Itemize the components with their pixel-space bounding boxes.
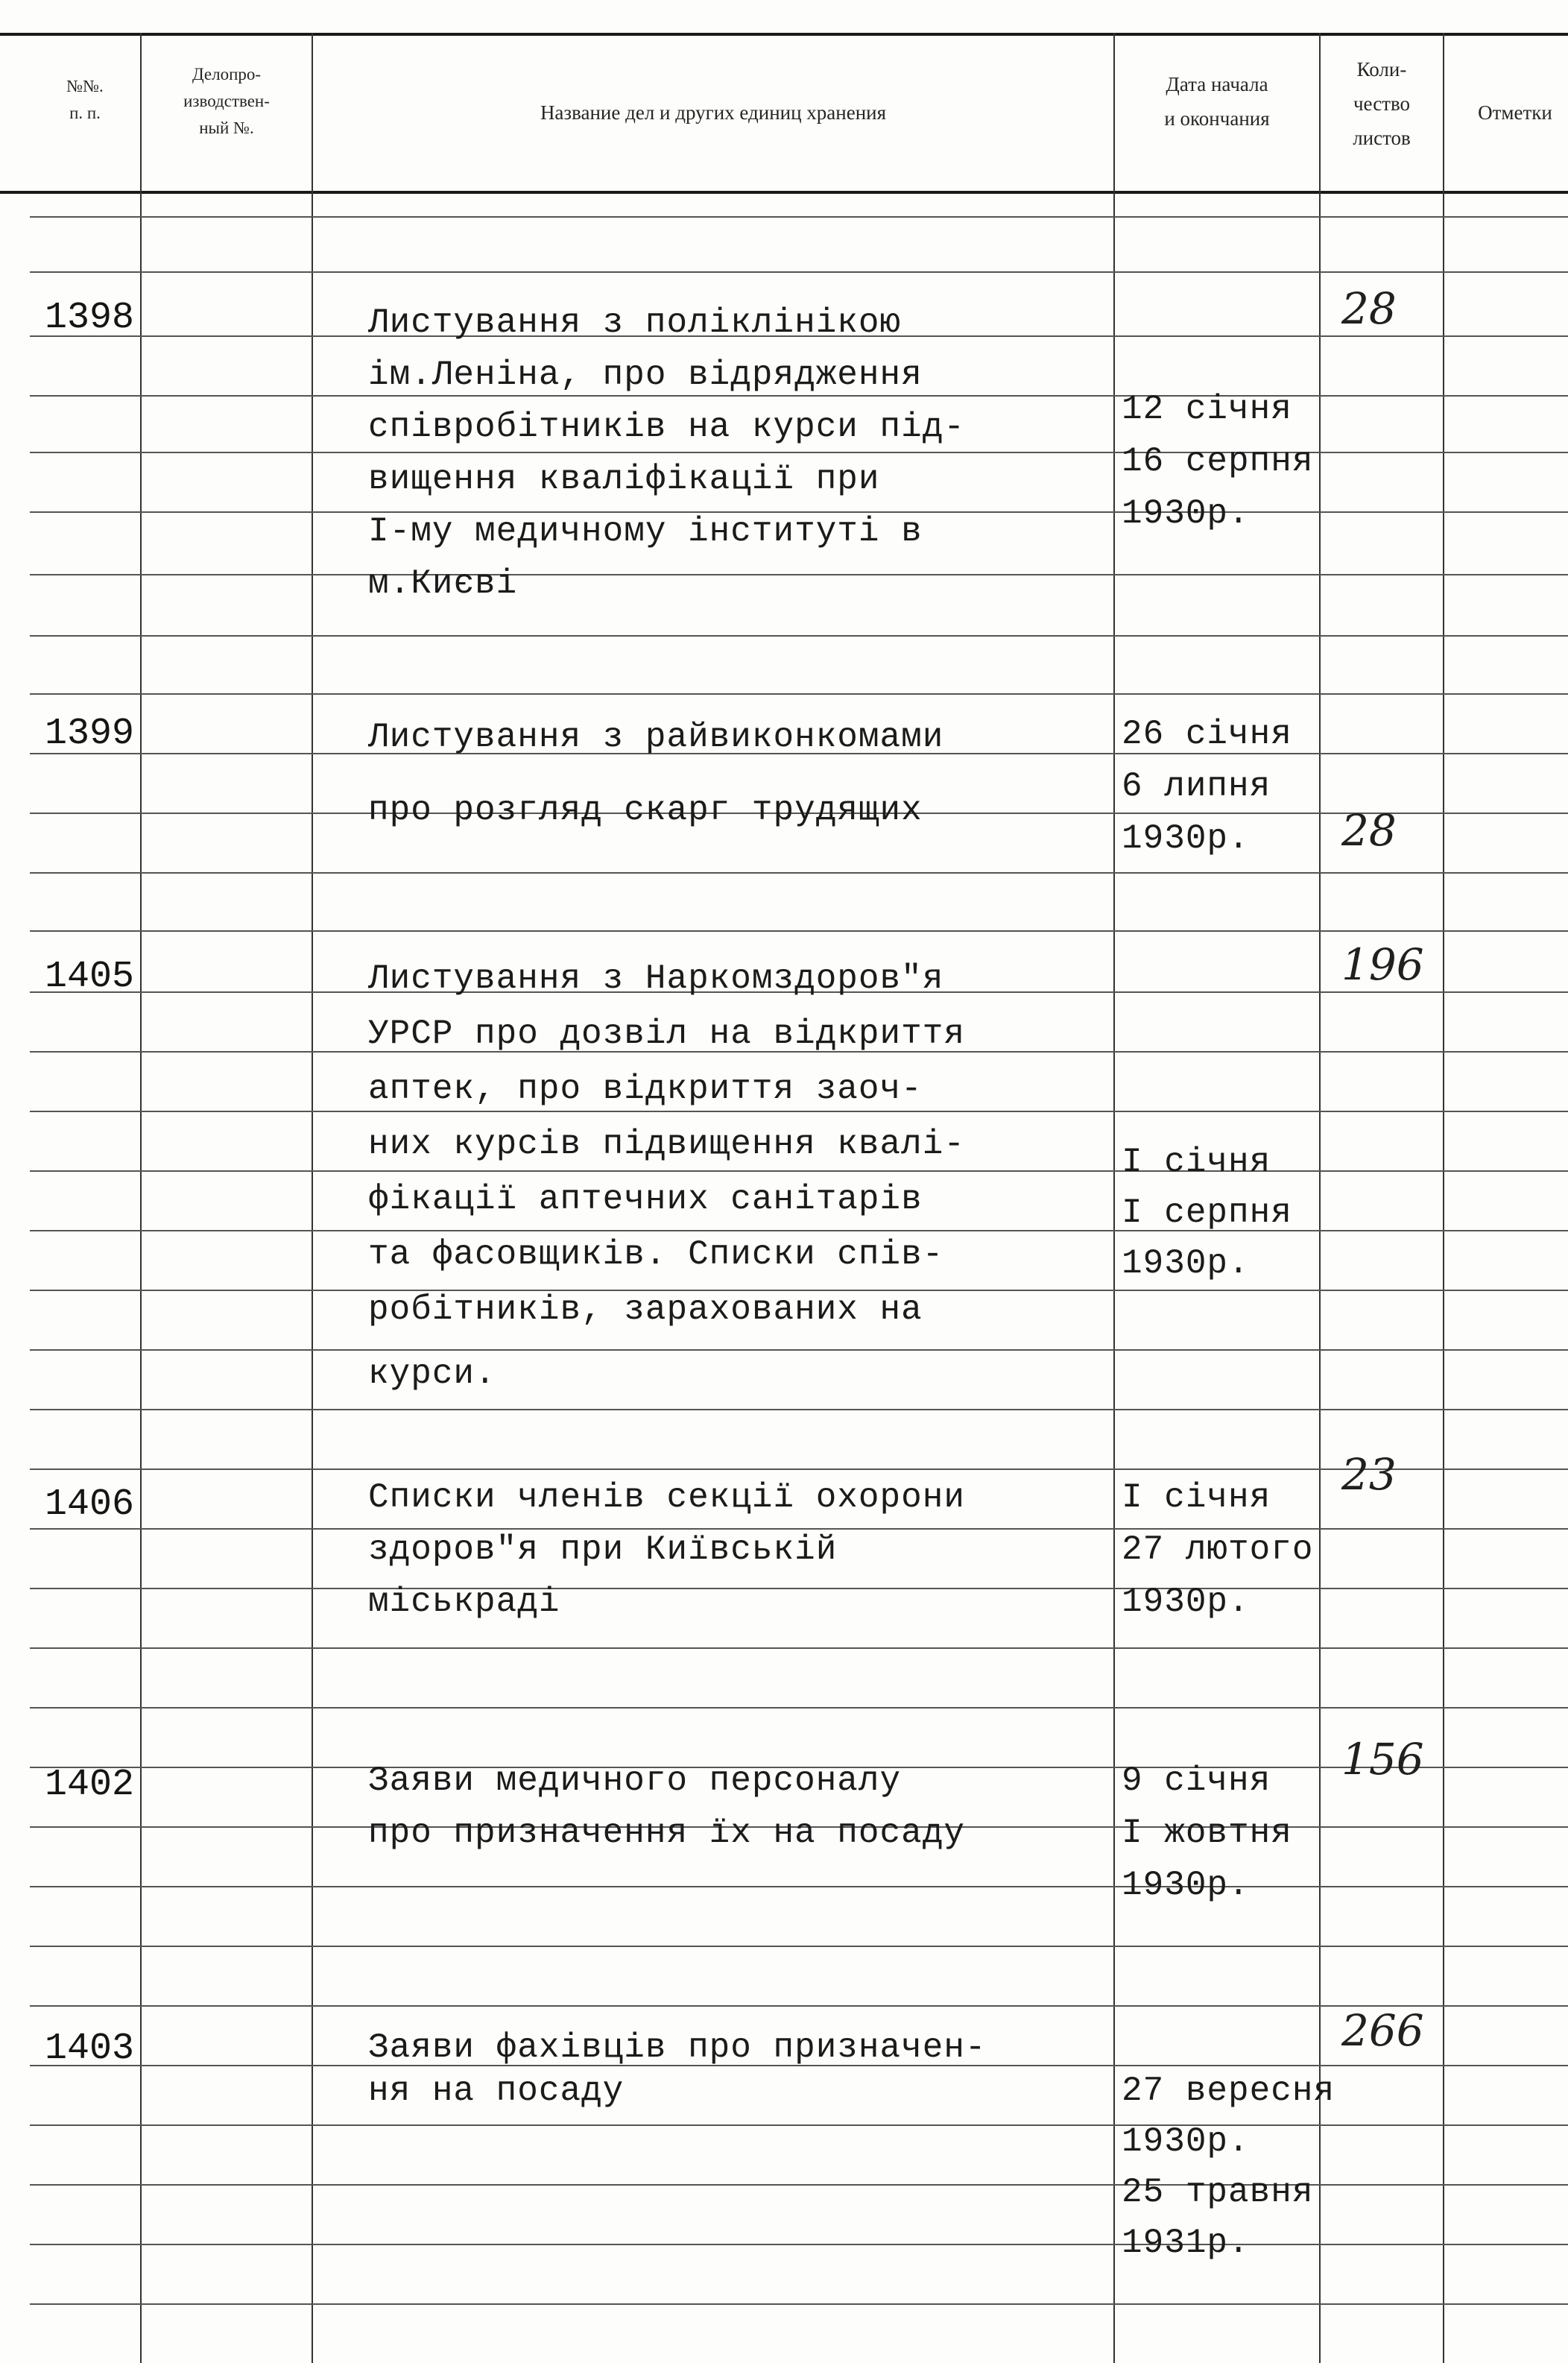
- record-dates: [1122, 698, 1292, 875]
- ruled-line: [30, 1647, 1568, 1649]
- header-bottom-rule: [0, 191, 1568, 194]
- date-line: І січня: [1122, 1143, 1271, 1182]
- record-title: [368, 1461, 1113, 1638]
- title-line: курси.: [368, 1354, 496, 1393]
- title-line: аптек, про відкриття заоч-: [368, 1070, 923, 1108]
- title-line: робітників, зарахованих на: [368, 1290, 923, 1329]
- date-line: 1930р.: [1122, 1866, 1250, 1905]
- record-number: 1399: [45, 713, 135, 755]
- date-line: 1930р.: [1122, 1244, 1250, 1283]
- record-title: [368, 701, 1113, 847]
- ruled-line: [30, 216, 1568, 218]
- ruled-line: [30, 872, 1568, 874]
- record-dates: [1122, 373, 1313, 550]
- ruled-line: [30, 930, 1568, 932]
- record-dates: [1122, 1744, 1292, 1922]
- date-line: 6 липня: [1122, 767, 1271, 806]
- header-sheets: Коли- чество листов: [1353, 58, 1411, 149]
- record-sheet-count: 28: [1341, 805, 1397, 856]
- record-number: 1405: [45, 956, 135, 998]
- title-line: Листування з райвиконкомами: [368, 718, 944, 757]
- record-title: [368, 942, 1113, 1410]
- record-number: 1403: [45, 2028, 135, 2070]
- title-line: Заяви медичного персоналу: [368, 1761, 902, 1800]
- title-line: УРСР про дозвіл на відкриття: [368, 1015, 965, 1053]
- date-line: 25 травня: [1122, 2173, 1314, 2212]
- title-line: про розгляд скарг трудящих: [368, 791, 923, 830]
- title-line: Листування з Наркомздоров"я: [368, 959, 944, 998]
- title-line: та фасовщиків. Списки спів-: [368, 1235, 944, 1274]
- record-dates: [1122, 1461, 1313, 1638]
- date-line: 1930р.: [1122, 2122, 1250, 2161]
- title-line: про призначення їх на посаду: [368, 1814, 965, 1852]
- title-line: міськраді: [368, 1583, 560, 1621]
- record-sheet-count: 266: [1341, 2005, 1424, 2056]
- title-line: Листування з поліклінікою: [368, 303, 902, 342]
- ruled-line: [30, 693, 1568, 695]
- date-line: 27 лютого: [1122, 1530, 1314, 1569]
- record-title: [368, 1744, 1113, 1870]
- title-line: ім.Леніна, про відрядження: [368, 356, 923, 394]
- record-dates: [1122, 2054, 1335, 2280]
- record-sheet-count: 156: [1341, 1734, 1424, 1785]
- date-line: 12 січня: [1122, 390, 1292, 429]
- top-rule: [0, 33, 1568, 36]
- ruled-line: [30, 1886, 1568, 1887]
- header-title: Название дел и других единиц хранения: [540, 101, 887, 124]
- record-sheet-count: 28: [1341, 283, 1397, 334]
- title-line: співробітників на курси під-: [368, 408, 965, 447]
- record-sheet-count: 196: [1341, 939, 1424, 990]
- title-line: здоров"я при Київській: [368, 1530, 838, 1569]
- date-line: 27 вересня: [1122, 2072, 1335, 2110]
- date-line: 16 серпня: [1122, 442, 1314, 481]
- ruled-line: [30, 2244, 1568, 2245]
- col-rule-4: [1319, 33, 1321, 2363]
- date-line: 9 січня: [1122, 1761, 1271, 1800]
- date-line: 1930р.: [1122, 494, 1250, 533]
- ruled-line: [30, 1707, 1568, 1709]
- date-line: 1931р.: [1122, 2224, 1250, 2262]
- title-line: фікації аптечних санітарів: [368, 1180, 923, 1219]
- date-line: 1930р.: [1122, 819, 1250, 858]
- title-line: них курсів підвищення квалі-: [368, 1125, 965, 1164]
- title-line: Списки членів секції охорони: [368, 1478, 965, 1517]
- header-number: №№. п. п.: [66, 77, 104, 122]
- title-line: вищення кваліфікації при: [368, 460, 880, 499]
- col-rule-2: [312, 33, 313, 2363]
- record-sheet-count: 23: [1341, 1449, 1397, 1500]
- record-number: 1398: [45, 297, 135, 339]
- ruled-line: [30, 635, 1568, 637]
- ruled-line: [30, 271, 1568, 273]
- record-number: 1406: [45, 1483, 135, 1526]
- title-line: І-му медичному інституті в: [368, 512, 923, 551]
- header-office-number: Делопро- изводствен- ный №.: [183, 65, 270, 137]
- title-line: Заяви фахівців про призначен-: [368, 2028, 987, 2067]
- header-dates: Дата начала и окончания: [1164, 73, 1270, 130]
- col-rule-1: [140, 33, 142, 2363]
- date-line: 26 січня: [1122, 715, 1292, 754]
- title-line: ня на посаду: [368, 2072, 625, 2110]
- record-number: 1402: [45, 1764, 135, 1806]
- col-rule-3: [1113, 33, 1115, 2363]
- date-line: І січня: [1122, 1478, 1271, 1517]
- record-dates: [1122, 1126, 1292, 1300]
- ruled-line: [30, 2005, 1568, 2007]
- header-notes: Отметки: [1478, 101, 1552, 124]
- title-line: м.Києві: [368, 564, 518, 603]
- ruled-line: [30, 2303, 1568, 2305]
- record-title: [368, 286, 1113, 620]
- date-line: І жовтня: [1122, 1814, 1292, 1852]
- ruled-line: [30, 1946, 1568, 1947]
- ruled-line: [30, 2184, 1568, 2186]
- date-line: 1930р.: [1122, 1583, 1250, 1621]
- date-line: І серпня: [1122, 1193, 1292, 1232]
- record-title: [368, 2011, 1113, 2127]
